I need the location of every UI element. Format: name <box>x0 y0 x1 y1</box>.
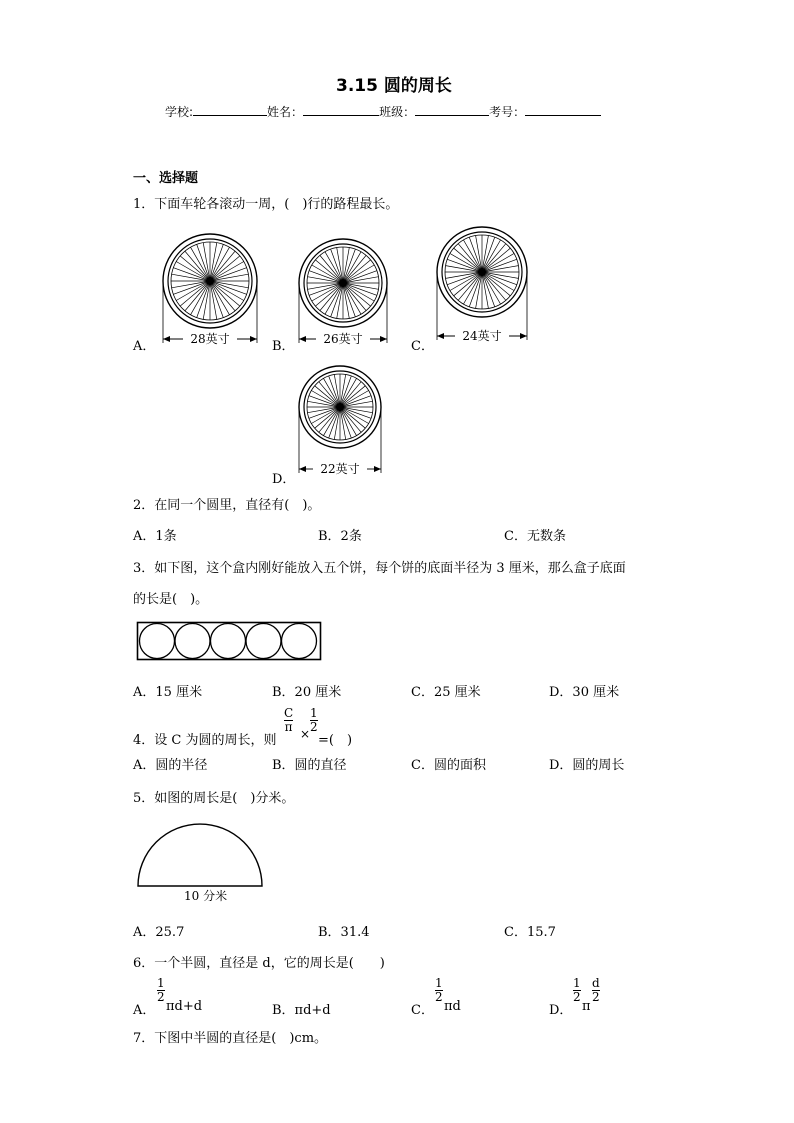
question-6-text: 6．一个半圆，直径是 d，它的周长是( ) <box>133 956 385 971</box>
arrow-left <box>299 336 306 342</box>
page-title: 3.15 圆的周长 <box>336 76 452 96</box>
q3-option-a[interactable]: A．15 厘米 <box>133 685 203 700</box>
arrow-right <box>250 336 257 342</box>
wheel-b <box>299 239 387 346</box>
question-7-text: 7．下图中半圆的直径是( )cm。 <box>133 1031 328 1046</box>
wheel-size-label: 26英寸 <box>323 332 363 346</box>
q6-option-c-letter[interactable]: C． <box>411 1003 434 1018</box>
q2-option-a[interactable]: A．1条 <box>133 529 177 544</box>
cake-circle-5 <box>282 624 317 659</box>
hub <box>478 268 486 276</box>
q6-option-b[interactable]: B．πd+d <box>272 1003 331 1018</box>
q3-option-b[interactable]: B．20 厘米 <box>272 685 342 700</box>
arrow-left <box>437 333 444 339</box>
q5-option-a[interactable]: A．25.7 <box>133 925 185 940</box>
q5-diameter-label: 10 分米 <box>184 889 228 903</box>
question-1-text: 1．下面车轮各滚动一周，( )行的路程最长。 <box>133 197 399 212</box>
wheel-c <box>437 227 527 343</box>
q1-option-d[interactable]: D． <box>272 472 296 487</box>
q4-frac1-den: π <box>284 720 293 734</box>
wheel-d <box>299 366 381 476</box>
wheel-a <box>163 234 257 346</box>
question-5-text: 5．如图的周长是( )分米。 <box>133 791 295 806</box>
arrow-right <box>380 336 387 342</box>
question-4-suffix: =( ) <box>318 733 353 748</box>
name-label: 姓名： <box>267 105 304 119</box>
q6-option-c-rest: πd <box>444 999 461 1014</box>
question-4-prefix: 4．设 C 为圆的周长，则 <box>133 733 277 748</box>
q4-fraction-c-over-pi <box>284 707 293 734</box>
q6-option-a-letter[interactable]: A． <box>133 1003 156 1018</box>
q4-option-a[interactable]: A．圆的半径 <box>133 758 208 773</box>
q6-option-d-fraction2: d 2 <box>592 976 600 1004</box>
semicircle-shape <box>138 824 262 886</box>
q6-option-a-rest: πd+d <box>166 999 203 1014</box>
q2-option-b[interactable]: B．2条 <box>318 529 362 544</box>
q1-option-b[interactable]: B． <box>272 339 295 354</box>
hub <box>339 279 347 287</box>
cake-box <box>138 623 321 660</box>
q5-option-b[interactable]: B．31.4 <box>318 925 370 940</box>
q3-option-d[interactable]: D．30 厘米 <box>549 685 620 700</box>
cake-circle-2 <box>175 624 210 659</box>
wheel-size-label: 28英寸 <box>190 332 230 346</box>
q6-option-a-fraction: 1 2 <box>157 976 165 1004</box>
q4-option-d[interactable]: D．圆的周长 <box>549 758 625 773</box>
q5-option-c[interactable]: C．15.7 <box>504 925 556 940</box>
q4-frac2-num: 1 <box>310 706 318 720</box>
q2-option-c[interactable]: C．无数条 <box>504 529 566 544</box>
exam-number-label: 考号： <box>489 105 526 119</box>
q6-option-c-fraction: 1 2 <box>435 976 443 1004</box>
arrow-right <box>374 466 381 472</box>
arrow-left <box>299 466 306 472</box>
q4-option-c[interactable]: C．圆的面积 <box>411 758 486 773</box>
q4-fraction-half <box>310 707 318 734</box>
q6-option-d-fraction1: 1 2 <box>573 976 581 1004</box>
cake-circle-3 <box>211 624 246 659</box>
class-label: 班级： <box>379 105 416 119</box>
q4-option-b[interactable]: B．圆的直径 <box>272 758 347 773</box>
q6-option-d-pi: π <box>582 999 591 1014</box>
arrow-left <box>163 336 170 342</box>
question-2-text: 2．在同一个圆里，直径有( )。 <box>133 498 321 513</box>
school-label: 学校: <box>165 105 194 119</box>
q3-option-c[interactable]: C．25 厘米 <box>411 685 481 700</box>
section-heading: 一、选择题 <box>133 171 199 186</box>
q4-times: × <box>300 727 311 741</box>
q4-frac2-den: 2 <box>310 720 318 734</box>
question-3-line2: 的长是( )。 <box>133 592 209 607</box>
q5-semicircle-figure <box>133 816 273 888</box>
wheel-size-label: 24英寸 <box>462 329 502 343</box>
question-3-line1: 3．如下图，这个盒内刚好能放入五个饼，每个饼的底面半径为 3 厘米，那么盒子底面 <box>133 561 626 576</box>
q1-option-a[interactable]: A． <box>133 339 156 354</box>
q6-option-d-letter[interactable]: D． <box>549 1003 573 1018</box>
cake-circle-1 <box>140 624 175 659</box>
cake-circle-4 <box>246 624 281 659</box>
hub <box>336 403 344 411</box>
arrow-right <box>520 333 527 339</box>
q3-box-figure <box>136 621 326 663</box>
q4-frac1-num: C <box>284 706 294 720</box>
q1-option-c[interactable]: C． <box>411 339 434 354</box>
q1-wheels-figure <box>0 0 794 500</box>
wheel-size-label: 22英寸 <box>320 462 360 476</box>
hub <box>206 277 214 285</box>
